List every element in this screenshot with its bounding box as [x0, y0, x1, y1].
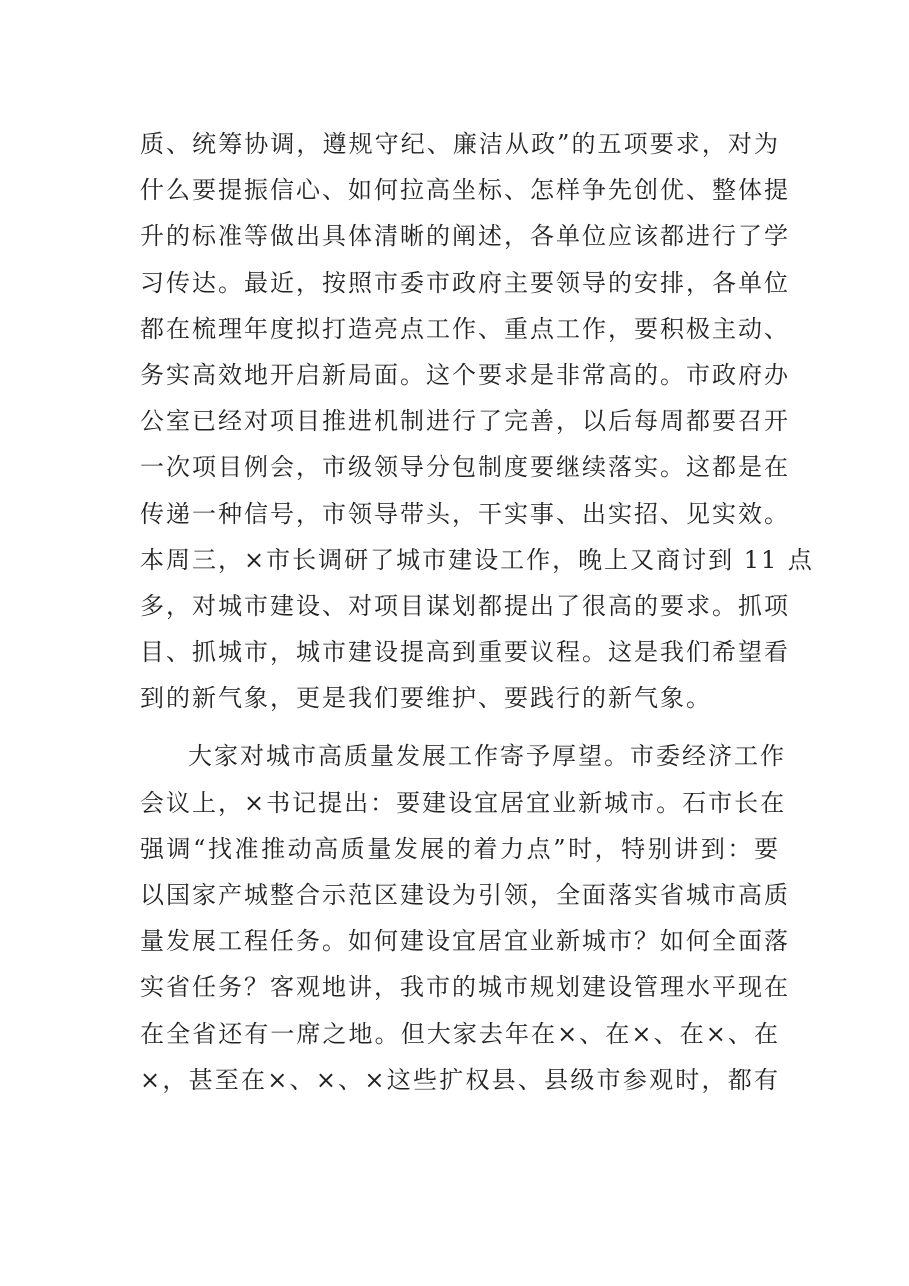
- text-line: 习传达。最近，按照市委市政府主要领导的安排，各单位: [140, 268, 790, 297]
- paragraph-1: [140, 121, 814, 721]
- paragraph-2: [140, 733, 790, 1103]
- text-line-first-indented: 大家对城市高质量发展工作寄予厚望。市委经济工作: [188, 742, 786, 771]
- paragraph-spacer: [140, 721, 780, 733]
- text-line: 质、统筹协调，遵规守纪、廉洁从政”的五项要求，对为: [140, 130, 780, 158]
- text-line: 本周三，×市长调研了城市建设工作，晚上又商讨到 11 点: [140, 545, 814, 574]
- text-line: 务实高效地开启新局面。这个要求是非常高的。市政府办: [140, 360, 790, 389]
- text-line: ×，甚至在×、×、×这些扩权县、县级市参观时，都有: [140, 1065, 780, 1094]
- text-line: 强调“找准推动高质量发展的着力点”时，特别讲到：要: [140, 834, 780, 863]
- text-line: 传递一种信号，市领导带头，干实事、出实招、见实效。: [140, 499, 790, 528]
- text-line: 会议上，×书记提出：要建设宜居宜业新城市。石市长在: [140, 788, 787, 817]
- text-line: 公室已经对项目推进机制进行了完善，以后每周都要召开: [140, 407, 790, 436]
- text-line: 升的标准等做出具体清晰的阐述，各单位应该都进行了学: [140, 222, 790, 251]
- text-line-last: 到的新气象，更是我们要维护、要践行的新气象。: [140, 684, 712, 713]
- text-line: 什么要提振信心、如何拉高坐标、怎样争先创优、整体提: [140, 176, 790, 205]
- document-body: [140, 121, 814, 1103]
- text-line: 以国家产城整合示范区建设为引领，全面落实省城市高质: [140, 881, 790, 909]
- text-line: 实省任务？客观地讲，我市的城市规划建设管理水平现在: [140, 973, 790, 1002]
- text-line: 多，对城市建设、对项目谋划都提出了很高的要求。抓项: [140, 591, 790, 620]
- text-line: 量发展工程任务。如何建设宜居宜业新城市？如何全面落: [140, 927, 790, 956]
- text-line: 目、抓城市，城市建设提高到重要议程。这是我们希望看: [140, 638, 790, 667]
- text-line: 都在梳理年度拟打造亮点工作、重点工作，要积极主动、: [140, 314, 790, 343]
- text-line: 一次项目例会，市级领导分包制度要继续落实。这都是在: [140, 453, 790, 482]
- text-line: 在全省还有一席之地。但大家去年在×、在×、在×、在: [140, 1019, 780, 1048]
